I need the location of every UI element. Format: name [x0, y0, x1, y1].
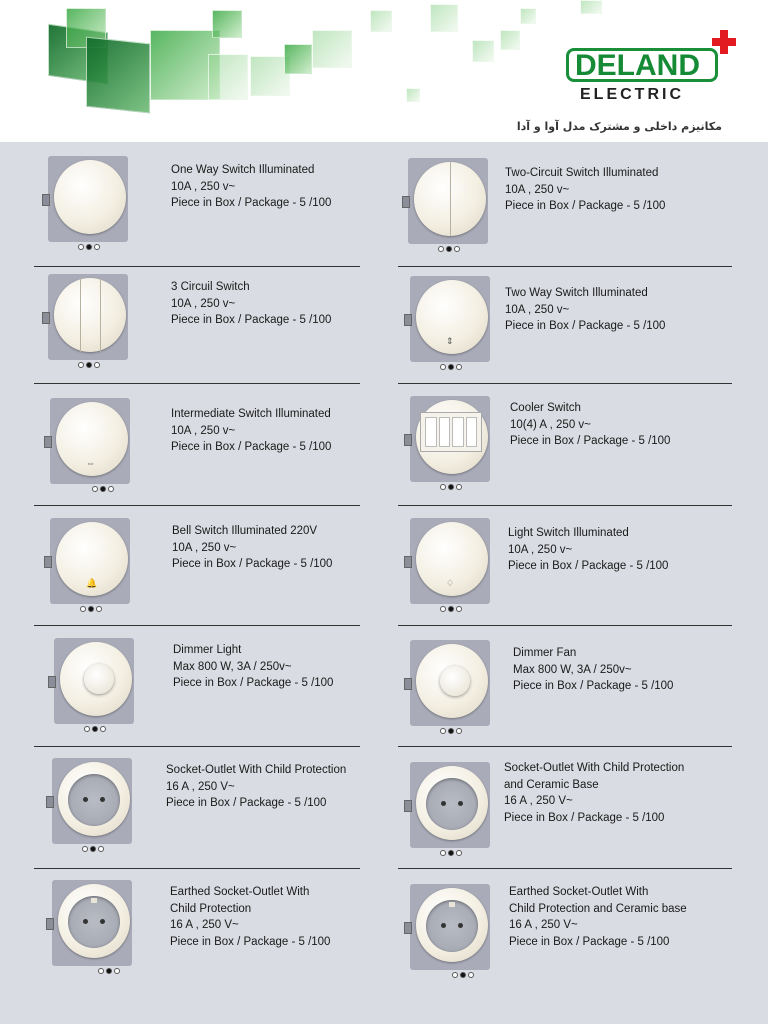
color-options [92, 486, 114, 492]
product-spec: 16 A , 250 V~ [170, 919, 239, 931]
color-options [452, 972, 474, 978]
product-description [172, 523, 332, 573]
product-package: Piece in Box / Package - 5 /100 [513, 680, 674, 692]
product-name: Socket-Outlet With Child Protection [166, 764, 347, 776]
product-name: One Way Switch Illuminated [171, 164, 315, 176]
header-tagline: مکانیزم داخلی و مشترک مدل آوا و آدا [516, 120, 722, 133]
product-name-line2: Child Protection [170, 902, 252, 915]
product-spec: Max 800 W, 3A / 250v~ [173, 660, 292, 673]
product-package: Piece in Box / Package - 5 /100 [166, 797, 327, 809]
product-description [509, 884, 687, 950]
product-name: Two-Circuit Switch Illuminated [505, 167, 659, 179]
color-options [440, 364, 462, 370]
product-description [173, 642, 333, 692]
product-spec: 10A , 250 v~ [505, 183, 570, 196]
earthed-socket-icon [402, 882, 492, 972]
color-options [440, 606, 462, 612]
earthed-socket-icon [44, 878, 134, 968]
plus-icon [712, 30, 736, 54]
intermediate-arrow-icon: ⇔ [86, 458, 95, 468]
product-description [508, 525, 668, 575]
deland-logo [566, 42, 726, 108]
logo-subtitle: ELECTRIC [580, 86, 684, 103]
logo-frame [566, 48, 718, 82]
divider [34, 625, 360, 626]
product-name: Socket-Outlet With Child Protection [504, 762, 685, 774]
product-spec: 16 A , 250 V~ [166, 780, 235, 793]
product-package: Piece in Box / Package - 5 /100 [171, 441, 332, 453]
product-name: Bell Switch Illuminated 220V [172, 525, 318, 537]
product-spec: 10A , 250 v~ [171, 424, 236, 437]
switch-icon [40, 272, 130, 362]
product-spec: 10A , 250 v~ [508, 543, 573, 556]
lamp-icon: ♢ [446, 578, 455, 588]
divider [398, 505, 732, 506]
divider [34, 746, 360, 747]
product-name: Cooler Switch [510, 402, 581, 414]
product-description [513, 645, 673, 695]
color-options [440, 484, 462, 490]
product-package: Piece in Box / Package - 5 /100 [171, 314, 332, 326]
divider [34, 266, 360, 267]
divider [398, 746, 732, 747]
dimmer-knob-icon [84, 664, 114, 694]
divider [34, 383, 360, 384]
color-options [82, 846, 104, 852]
product-name: 3 Circuil Switch [171, 281, 250, 293]
product-spec: 10A , 250 v~ [505, 303, 570, 316]
product-description [505, 285, 665, 335]
product-name: Two Way Switch Illuminated [505, 287, 648, 299]
product-description [171, 406, 331, 456]
product-name-line2: Child Protection and Ceramic base [509, 902, 687, 915]
product-description [505, 165, 665, 215]
product-package: Piece in Box / Package - 5 /100 [510, 435, 671, 447]
product-spec: 10A , 250 v~ [171, 180, 236, 193]
product-description [171, 279, 331, 329]
socket-icon [44, 756, 134, 846]
color-options [438, 246, 460, 252]
product-package: Piece in Box / Package - 5 /100 [172, 558, 333, 570]
switch-icon [402, 274, 492, 364]
product-package: Piece in Box / Package - 5 /100 [505, 320, 666, 332]
header-banner [0, 0, 768, 142]
logo-brand-text: DELAND [575, 49, 700, 82]
product-spec: 10A , 250 v~ [171, 297, 236, 310]
product-description [171, 162, 331, 212]
bell-icon: 🔔 [86, 578, 98, 588]
color-options [84, 726, 106, 732]
product-spec: 10A , 250 v~ [172, 541, 237, 554]
switch-icon [40, 154, 130, 244]
bell-switch-icon [42, 516, 132, 606]
color-options [78, 244, 100, 250]
dimmer-icon [46, 636, 136, 726]
color-options [98, 968, 120, 974]
color-options [78, 362, 100, 368]
dimmer-icon [402, 638, 492, 728]
color-options [80, 606, 102, 612]
product-package: Piece in Box / Package - 5 /100 [173, 677, 334, 689]
cooler-switch-icon [402, 394, 492, 484]
product-description [166, 762, 346, 812]
product-name: Intermediate Switch Illuminated [171, 408, 331, 420]
product-description [510, 400, 670, 450]
divider [398, 868, 732, 869]
product-description [504, 760, 684, 826]
product-name: Dimmer Light [173, 644, 242, 656]
product-package: Piece in Box / Package - 5 /100 [171, 197, 332, 209]
product-name: Earthed Socket-Outlet With [509, 886, 649, 898]
color-options [440, 850, 462, 856]
divider [34, 868, 360, 869]
dimmer-knob-icon [440, 666, 470, 696]
socket-icon [402, 760, 492, 850]
product-package: Piece in Box / Package - 5 /100 [508, 560, 669, 572]
color-options [440, 728, 462, 734]
divider [398, 383, 732, 384]
divider [398, 625, 732, 626]
switch-icon [400, 156, 490, 246]
light-switch-icon [402, 516, 492, 606]
product-spec: 10(4) A , 250 v~ [510, 418, 591, 431]
product-spec: 16 A , 250 V~ [509, 919, 578, 931]
product-name: Dimmer Fan [513, 647, 577, 659]
product-name: Earthed Socket-Outlet With [170, 886, 310, 898]
product-package: Piece in Box / Package - 5 /100 [509, 935, 670, 948]
product-spec: 16 A , 250 V~ [504, 795, 573, 807]
product-name: Light Switch Illuminated [508, 527, 629, 539]
two-way-arrow-icon: ⇕ [446, 336, 454, 346]
divider [398, 266, 732, 267]
product-spec: Max 800 W, 3A / 250v~ [513, 663, 632, 676]
product-package: Piece in Box / Package - 5 /100 [170, 935, 331, 948]
switch-icon [42, 396, 132, 486]
product-description [170, 884, 330, 950]
product-package: Piece in Box / Package - 5 /100 [505, 200, 666, 212]
divider [34, 505, 360, 506]
product-name-line2: and Ceramic Base [504, 778, 599, 791]
product-package: Piece in Box / Package - 5 /100 [504, 811, 665, 824]
